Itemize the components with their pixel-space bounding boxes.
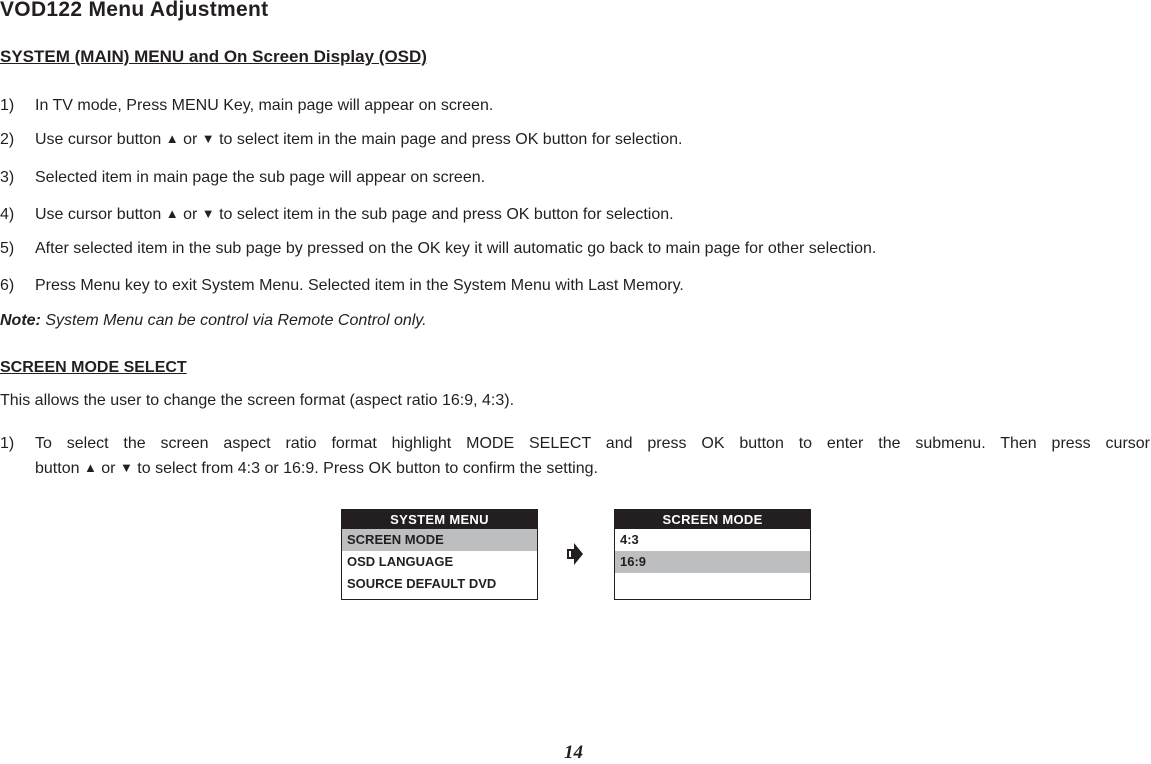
up-arrow-icon: ▲ bbox=[165, 131, 179, 146]
down-arrow-icon: ▼ bbox=[201, 131, 215, 146]
step-text: After selected item in the sub page by pressed on the OK key it will automatic go back to main page for other selection. bbox=[35, 240, 877, 257]
up-arrow-icon: ▲ bbox=[83, 460, 97, 475]
page-title: VOD122 Menu Adjustment bbox=[0, 0, 269, 21]
up-arrow-icon: ▲ bbox=[165, 206, 179, 221]
menu-item-osd-language[interactable]: OSD LANGUAGE bbox=[347, 554, 454, 569]
step-text: Press Menu key to exit System Menu. Selected item in the System Menu with Last Memory. bbox=[35, 277, 684, 294]
menu-item-screen-mode[interactable]: SCREEN MODE bbox=[342, 529, 537, 551]
step-number: 4) bbox=[0, 206, 15, 223]
page-number: 14 bbox=[564, 742, 583, 763]
right-arrow-icon bbox=[567, 543, 583, 565]
step-text: Selected item in main page the sub page will appear on screen. bbox=[35, 169, 486, 186]
step-number: 1) bbox=[0, 435, 15, 452]
screen-mode-header: SCREEN MODE bbox=[615, 510, 810, 529]
step-number: 3) bbox=[0, 169, 15, 186]
step-text: Use cursor button ▲ or ▼ to select item in the main page and press OK button for selection. bbox=[35, 131, 683, 148]
note-label: Note: bbox=[0, 312, 41, 329]
note bbox=[0, 312, 427, 330]
menu-item-source-default-dvd[interactable]: SOURCE DEFAULT DVD bbox=[347, 576, 497, 591]
screen-mode-osd bbox=[614, 509, 811, 600]
step-number: 1) bbox=[0, 97, 15, 114]
system-menu-header: SYSTEM MENU bbox=[342, 510, 537, 529]
section-heading-system-menu: SYSTEM (MAIN) MENU and On Screen Display (OSD) bbox=[0, 47, 427, 66]
step-number: 2) bbox=[0, 131, 15, 148]
step-number: 5) bbox=[0, 240, 15, 257]
menu-item-4-3[interactable]: 4:3 bbox=[620, 532, 639, 547]
step-text: In TV mode, Press MENU Key, main page will appear on screen. bbox=[35, 97, 494, 114]
section-intro: This allows the user to change the screen format (aspect ratio 16:9, 4:3). bbox=[0, 392, 515, 409]
down-arrow-icon: ▼ bbox=[119, 460, 133, 475]
note-text: System Menu can be control via Remote Control only. bbox=[45, 312, 427, 329]
step-text-line-1: To select the screen aspect ratio format highlight MODE SELECT and press OK button to enter the submenu. Then press cursor bbox=[35, 435, 1150, 452]
step-number: 6) bbox=[0, 277, 15, 294]
screen-mode-step bbox=[0, 435, 1151, 479]
system-menu-osd bbox=[341, 509, 538, 600]
menu-item-empty bbox=[615, 573, 810, 595]
menu-item-16-9[interactable]: 16:9 bbox=[615, 551, 810, 573]
step-text: Use cursor button ▲ or ▼ to select item in the sub page and press OK button for selection. bbox=[35, 206, 674, 223]
step-text-line-2: button ▲ or ▼ to select from 4:3 or 16:9. Press OK button to confirm the setting. bbox=[35, 460, 598, 477]
section-heading-screen-mode: SCREEN MODE SELECT bbox=[0, 359, 187, 376]
down-arrow-icon: ▼ bbox=[201, 206, 215, 221]
